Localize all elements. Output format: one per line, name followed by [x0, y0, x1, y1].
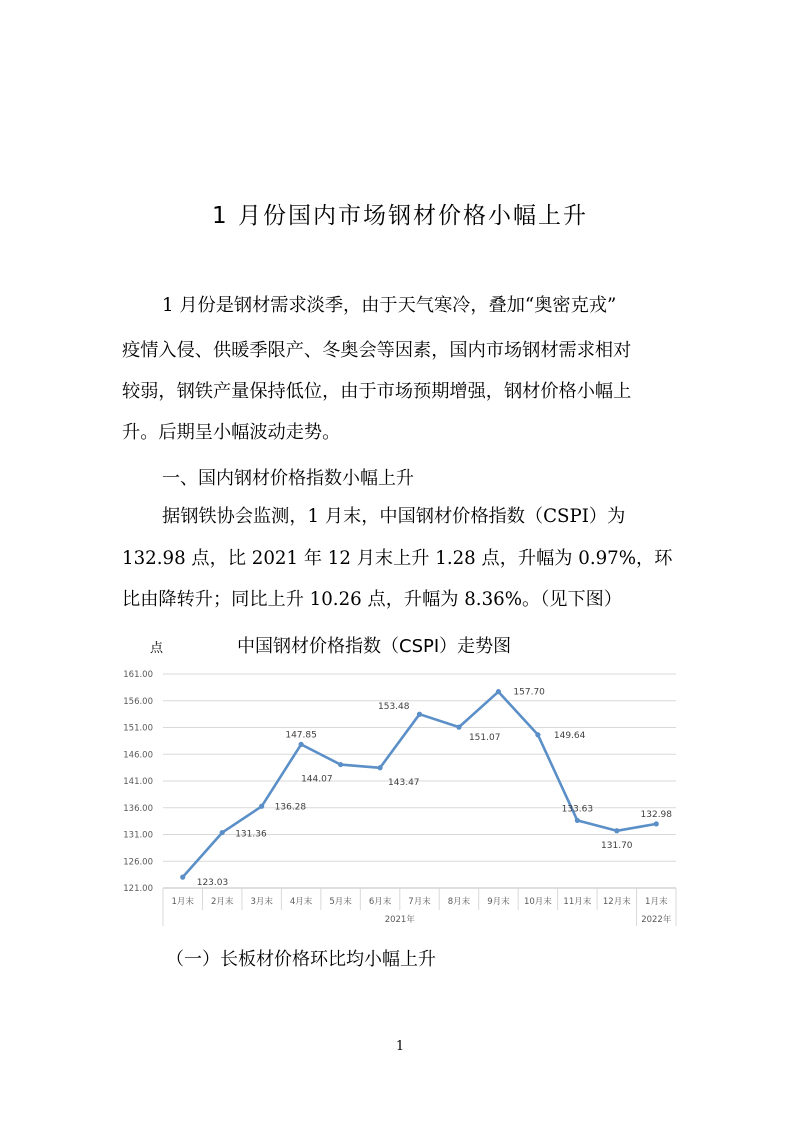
- data-point: [456, 725, 461, 730]
- data-point: [496, 689, 501, 694]
- y-tick-label: 121.00: [123, 884, 153, 894]
- data-point: [338, 762, 343, 767]
- data-point: [417, 712, 422, 717]
- group-label: 2022年: [641, 915, 672, 925]
- section1-line-3: 比由降转升；同比上升 10.26 点，升幅为 8.36%。（见下图）: [122, 589, 623, 610]
- y-tick-label: 146.00: [123, 750, 153, 761]
- data-label: 132.98: [640, 809, 673, 820]
- subsection-heading-1: （一）长板材价格环比均小幅上升: [166, 949, 436, 970]
- data-point: [299, 742, 304, 747]
- x-tick-label: 1月末: [171, 897, 194, 907]
- data-label: 151.07: [468, 733, 501, 744]
- y-tick-label: 126.00: [123, 857, 153, 868]
- x-tick-label: 8月末: [447, 897, 471, 907]
- x-tick-label: 3月末: [250, 897, 273, 907]
- data-point: [180, 875, 185, 880]
- y-tick-label: 156.00: [123, 696, 153, 707]
- y-tick-label: 151.00: [123, 723, 153, 734]
- y-tick-label: 136.00: [123, 803, 153, 814]
- y-tick-label: 141.00: [123, 777, 153, 787]
- intro-line-3: 较弱，钢铁产量保持低位，由于市场预期增强，钢材价格小幅上: [122, 381, 632, 402]
- y-tick-label: 131.00: [123, 830, 153, 841]
- intro-line-4: 升。后期呈小幅波动走势。: [122, 422, 341, 443]
- x-tick-label: 12月末: [602, 897, 631, 907]
- x-tick-label: 6月末: [368, 897, 392, 907]
- data-label: 144.07: [301, 774, 333, 785]
- data-label: 147.85: [285, 730, 317, 741]
- data-label: 157.70: [513, 687, 545, 698]
- chart-title: 中国钢材价格指数（CSPI）走势图: [237, 636, 512, 657]
- x-tick-label: 7月末: [408, 897, 431, 907]
- x-tick-label: 5月末: [329, 897, 352, 907]
- data-point: [575, 818, 580, 823]
- intro-line-2: 疫情入侵、供暖季限产、冬奥会等因素，国内市场钢材需求相对: [122, 340, 632, 361]
- group-label: 2021年: [384, 915, 415, 925]
- section1-line-2: 132.98 点，比 2021 年 12 月末上升 1.28 点，升幅为 0.97%，环: [122, 548, 673, 569]
- data-point: [535, 732, 540, 737]
- data-point: [220, 830, 225, 835]
- data-label: 133.63: [561, 804, 594, 815]
- data-label: 153.48: [378, 702, 410, 713]
- data-label: 143.47: [388, 777, 420, 788]
- x-tick-label: 9月末: [487, 897, 510, 907]
- x-tick-label: 11月末: [563, 897, 592, 907]
- data-point: [654, 821, 659, 826]
- y-tick-label: 161.00: [123, 670, 153, 680]
- page-number: 1: [395, 1039, 405, 1054]
- data-label: 131.36: [235, 829, 267, 840]
- section-heading-1: 一、国内钢材价格指数小幅上升: [162, 468, 414, 489]
- section1-line-1: 据钢铁协会监测，1 月末，中国钢材价格指数（CSPI）为: [162, 506, 626, 527]
- data-point: [259, 804, 264, 809]
- x-tick-label: 4月末: [289, 897, 313, 907]
- x-tick-label: 2月末: [210, 897, 234, 907]
- chart-unit-label: 点: [150, 641, 164, 656]
- page-title: 1 月份国内市场钢材价格小幅上升: [212, 203, 588, 229]
- data-point: [377, 765, 382, 770]
- data-label: 131.70: [601, 840, 633, 851]
- data-label: 149.64: [553, 730, 586, 741]
- data-label: 136.28: [274, 802, 307, 813]
- data-point: [614, 828, 619, 833]
- x-tick-label: 1月末: [645, 897, 668, 907]
- intro-line-1: 1 月份是钢材需求淡季，由于天气寒冷，叠加“奥密克戎”: [162, 295, 617, 316]
- x-tick-label: 10月末: [523, 897, 552, 907]
- data-label: 123.03: [196, 878, 229, 889]
